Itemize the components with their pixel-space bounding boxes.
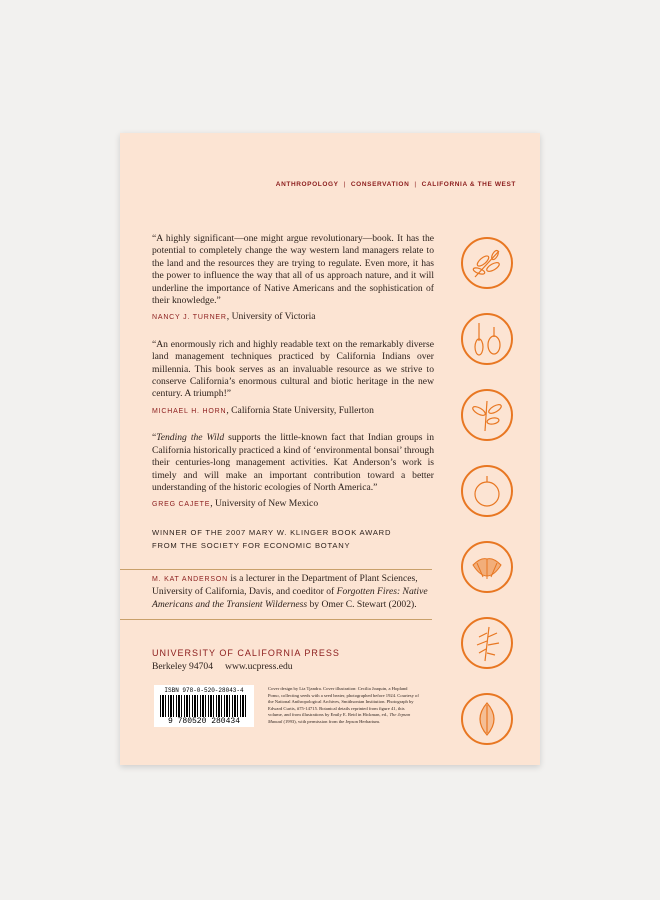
credits-text: (1993), with permission from the Jepson Herbarium. <box>282 718 381 724</box>
publisher-city: Berkeley 94704 <box>152 661 214 672</box>
seed-head-icon <box>461 541 513 593</box>
category: CONSERVATION <box>350 181 410 188</box>
category: CALIFORNIA & THE WEST <box>421 181 516 188</box>
quote-text: supports the little-known fact that Indian groups in California historically practiced a kind of ‘environmental bonsai’ through their centuries-long management activities. Kat Anderson’s work is timely and will make an important contribution toward a better understanding of the historic ecologies of North America.” <box>152 432 434 493</box>
book-title: Forgotten Fires: Native Americans and the Transient Wilderness <box>152 586 428 610</box>
author-bio <box>152 573 434 611</box>
award-line: FROM THE SOCIETY FOR ECONOMIC BOTANY <box>152 540 351 550</box>
quote-affiliation: , University of New Mexico <box>210 498 319 510</box>
barcode-bars <box>160 695 248 717</box>
leafy-branch-icon <box>461 237 513 289</box>
round-fruit-icon <box>461 465 513 517</box>
award-notice <box>152 526 434 552</box>
cover-credits <box>268 686 420 726</box>
book-title: Tending the Wild <box>156 432 225 444</box>
quote: “A highly significant—one might argue revolutionary—book. It has the potential to completely change the way western land managers relate to the land and the resources they are trying to regulate. Even more, it has the power to influence the way that all of us approach nature, and it will underline the importance of Native Americans and the sophistication of their knowledge.” <box>152 233 434 307</box>
quote: “An enormously rich and highly readable text on the remarkably diverse land management techniques practiced by California Indians over millennia. This book serves as an invaluable resource as we strive to conserve California’s enormous cultural and biotic heritage in the new century. A triumph!” <box>152 338 434 400</box>
quote-affiliation: , California State University, Fullerton <box>226 404 374 416</box>
grass-plume-icon <box>461 617 513 669</box>
category-list: ANTHROPOLOGY | CONSERVATION | CALIFORNIA & THE WEST <box>275 181 516 188</box>
barcode-number: 9 780520 280434 <box>167 717 240 726</box>
blurbs <box>152 233 434 552</box>
credits-text: Cover design by Lia Tjandra. Cover illustration: Cecilia Joaquin, a Hopland Pomo, collecting seeds with a seed beater, photographed before 1924. Courtesy of the National Anthropological Archives, Smithsonian Institution. Photograph by Edward Curtis, #75-14715. Botanical details reprinted from figure 41, this volume, and from illustrations by Emily E. Reid in Hickman, ed., <box>268 686 419 718</box>
quote-attribution <box>152 498 434 511</box>
award-line: WINNER OF THE 2007 MARY W. KLINGER BOOK AWARD <box>152 527 392 537</box>
bio-text: by Omer C. Stewart (2002). <box>307 598 417 610</box>
publisher-address <box>152 661 305 672</box>
quote <box>152 432 434 494</box>
flowering-sprig-icon <box>461 389 513 441</box>
publisher-url: www.ucpress.edu <box>225 661 293 672</box>
quote-author: GREG CAJETE <box>152 501 211 509</box>
bio-text: is a lecturer in the Department of Plant Sciences, University of California, Davis, and coeditor of <box>152 573 418 598</box>
divider <box>120 619 432 620</box>
quote-author: NANCY J. TURNER <box>152 314 227 322</box>
barcode <box>154 685 254 727</box>
category: ANTHROPOLOGY <box>275 181 339 188</box>
quote-affiliation: , University of Victoria <box>226 311 316 323</box>
quote-mark: “ <box>152 432 157 444</box>
quote-attribution <box>152 405 434 418</box>
isbn: ISBN 978-0-520-28043-4 <box>164 687 244 694</box>
publisher-name: UNIVERSITY OF CALIFORNIA PRESS <box>152 648 340 658</box>
bulbs-icon <box>461 313 513 365</box>
author-name: M. KAT ANDERSON <box>152 576 228 583</box>
quote-attribution <box>152 311 434 324</box>
seed-icon <box>461 693 513 745</box>
book-title: The Jepson Manual <box>268 712 411 724</box>
divider <box>120 569 432 570</box>
book-back-cover <box>120 133 540 765</box>
quote-author: MICHAEL H. HORN <box>152 407 227 415</box>
